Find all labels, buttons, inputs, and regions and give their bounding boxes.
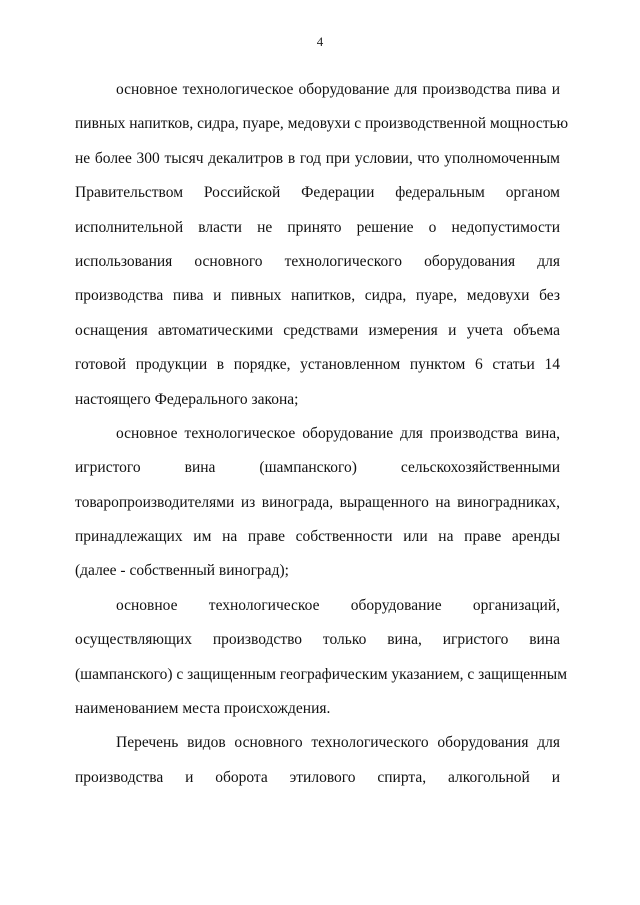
text-line: пивных напитков, сидра, пуаре, медовухи с производственной мощностью	[75, 115, 569, 133]
document-body	[75, 78, 569, 800]
text-line: (далее - собственный виноград);	[75, 562, 289, 580]
text-line: основное технологическое оборудование для производства вина,	[116, 424, 560, 442]
page-number: 4	[316, 34, 324, 49]
paragraph	[75, 422, 560, 594]
text-line: готовой продукции в порядке, установленном пунктом 6 статьи 14	[75, 356, 560, 374]
text-line: оснащения автоматическими средствами измерения и учета объема	[75, 321, 560, 339]
paragraph	[75, 78, 569, 422]
text-line: Перечень видов основного технологического оборудования для	[116, 734, 560, 752]
text-line: осуществляющих производство только вина, игристого вина	[75, 631, 560, 649]
text-line: товаропроизводителями из винограда, выращенного на виноградниках,	[75, 493, 560, 511]
text-line: (шампанского) с защищенным географическим указанием, с защищенным	[75, 665, 568, 683]
text-line: основное технологическое оборудование организаций,	[116, 596, 560, 614]
text-line: исполнительной власти не принято решение о недопустимости	[75, 218, 560, 236]
text-line: Правительством Российской Федерации федеральным органом	[75, 184, 560, 202]
text-line: основное технологическое оборудование для производства пива и	[116, 81, 560, 98]
paragraph	[75, 731, 560, 800]
text-line: производства пива и пивных напитков, сидра, пуаре, медовухи без	[75, 287, 560, 305]
text-line: игристого вина (шампанского) сельскохозяйственными	[75, 459, 560, 477]
text-line: использования основного технологического оборудования для	[75, 252, 560, 270]
text-line: производства и оборота этилового спирта, алкогольной и	[75, 768, 560, 786]
text-line: не более 300 тысяч декалитров в год при условии, что уполномоченным	[75, 149, 560, 167]
paragraph	[75, 594, 568, 732]
text-line: наименованием места происхождения.	[75, 700, 331, 718]
text-line: настоящего Федерального закона;	[75, 390, 299, 408]
text-line: принадлежащих им на праве собственности или на праве аренды	[75, 528, 560, 546]
